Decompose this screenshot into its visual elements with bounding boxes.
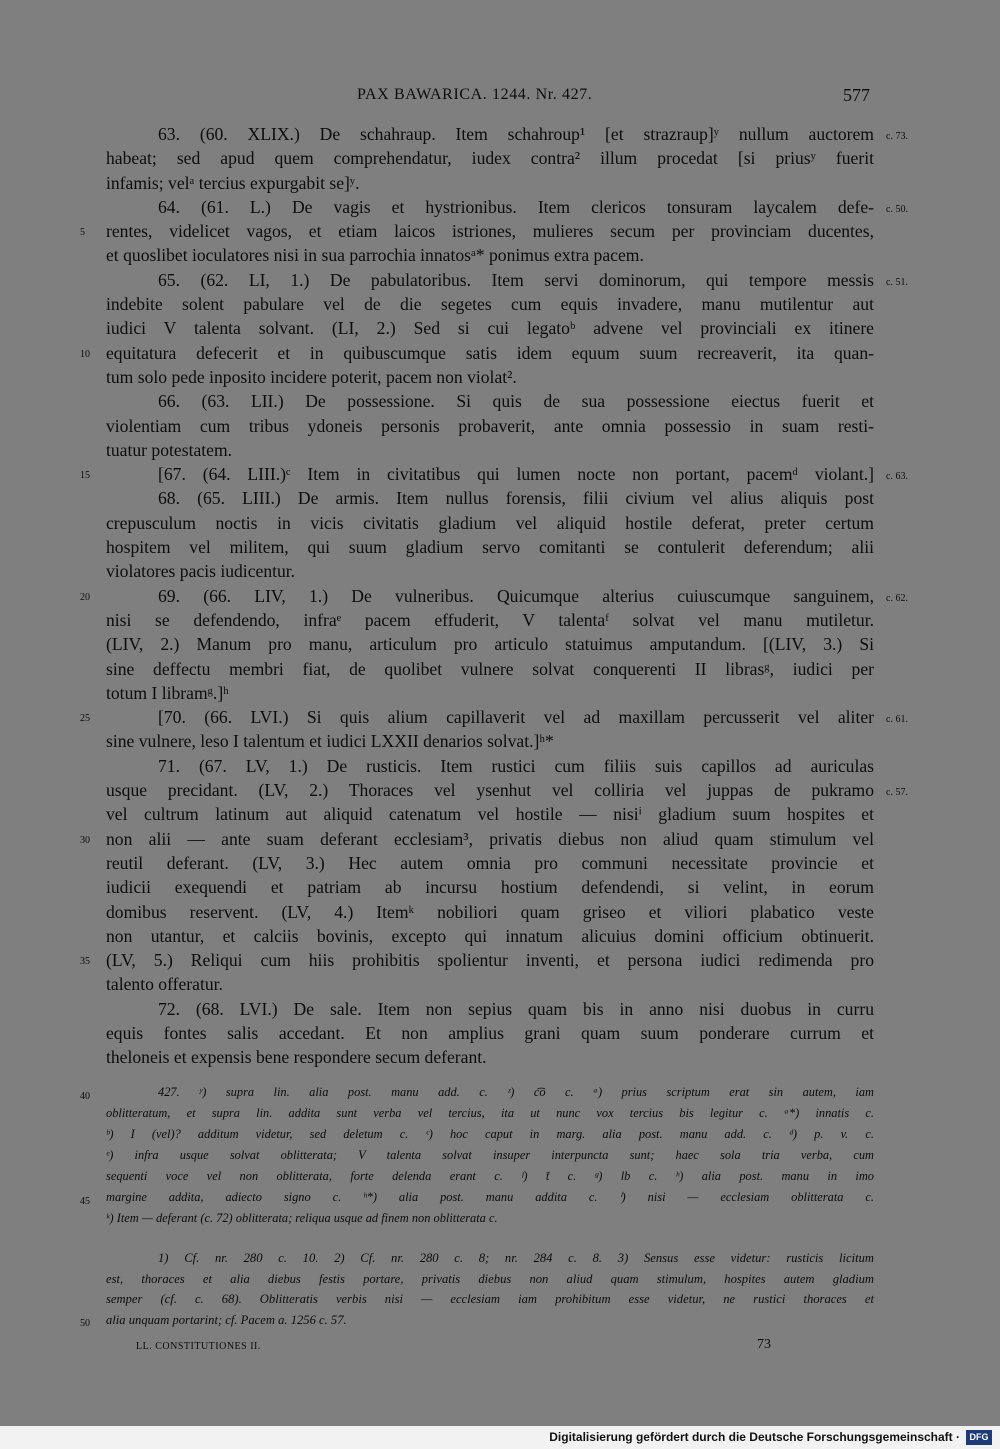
text-line-text: 66. (63. LII.) De possessione. Si quis de sua possessione eiectus fuerit et	[158, 391, 874, 412]
source-line-text: 1) Cf. nr. 280 c. 10. 2) Cf. nr. 280 c. 8; nr. 284 c. 8. 3) Sensus esse videtur: rusticis licitum	[158, 1251, 874, 1265]
text-line-text: (LV, 5.) Reliqui cum hiis prohibitis spolientur inventi, et persona iudici redimenda pro	[106, 950, 874, 971]
text-line-text: 64. (61. L.) De vagis et hystrionibus. Item clericos tonsuram laycalem defe-	[158, 196, 874, 217]
text-line-text: sine deffectu membri fiat, de quolibet vulnere solvat conquerenti II librasᵍ, iudici per	[106, 658, 874, 679]
source-line	[80, 1310, 874, 1331]
text-line-text: sine vulnere, leso I talentum et iudici LXXII denarios solvat.]ʰ*	[106, 731, 554, 752]
note-line	[80, 1082, 874, 1103]
line-number: 50	[80, 1317, 90, 1329]
text-line	[80, 827, 874, 851]
source-line	[106, 1289, 874, 1310]
margin-reference: c. 51.	[886, 276, 908, 288]
text-line	[106, 632, 874, 656]
text-line-text: et quoslibet ioculatores nisi in sua parrochia innatosᵃ* ponimus extra pacem.	[106, 245, 644, 266]
text-line	[106, 243, 874, 267]
funding-notice: Digitalisierung gefördert durch die Deutsche Forschungsgemeinschaft ·	[549, 1430, 960, 1444]
text-line-text: violatores pacis iudicentur.	[106, 561, 296, 582]
text-line-text: violentiam cum tribus ydoneis personis probaverit, ante omnia possessio in suam resti-	[106, 415, 874, 436]
text-line	[106, 535, 874, 559]
text-line	[106, 778, 908, 802]
text-line-text: 69. (66. LIV, 1.) De vulneribus. Quicumque alterius cuiuscumque sanguinem,	[158, 585, 874, 606]
note-line	[106, 1208, 874, 1229]
text-line	[106, 414, 874, 438]
dfg-logo: DFG	[966, 1430, 992, 1445]
text-line	[80, 705, 908, 729]
text-line	[106, 1021, 874, 1045]
text-line-text: tum solo pede inposito incidere poterit, pacem non violat².	[106, 366, 517, 387]
funding-bar	[0, 1426, 1000, 1449]
signature-mark: 73	[757, 1337, 771, 1352]
text-line-text: vel cultrum latinum aut aliquid catenatum vel hostile — nisiⁱ gladium suum hospites et	[106, 804, 874, 825]
margin-reference: c. 61.	[886, 714, 908, 726]
text-line-text: 63. (60. XLIX.) De schahraup. Item schahroup¹ [et strazraup]ʸ nullum auctorem	[158, 124, 874, 144]
text-line	[106, 802, 874, 826]
text-line	[106, 559, 874, 583]
page-header	[0, 86, 1000, 110]
text-line-text: equitatura defecerit et in quibuscumque satis idem equum suum recreaverit, ita quan-	[106, 342, 874, 363]
note-line-text: margine addita, adiecto signo c. ʰ*) alia post. manu addita c. ⁱ) nisi — ecclesiam oblitterata c.	[106, 1190, 874, 1204]
note-line-text: ᵉ) infra usque solvat oblitterata; V talenta solvat insuper interpuncta sunt; haec sola tria verba, cum	[106, 1148, 874, 1162]
source-line-text: semper (cf. c. 68). Oblitteratis verbis nisi — ecclesiam iam prohibitum esse videtur, ne rustici thoraces et	[106, 1292, 874, 1307]
critical-apparatus	[80, 1082, 874, 1229]
text-line	[106, 292, 874, 316]
text-line-text: hospitem vel militem, qui suum gladium servo comitanti se contulerit deferendum; alii	[106, 537, 874, 558]
margin-reference: c. 57.	[886, 787, 908, 799]
text-line-text: talento offeratur.	[106, 974, 223, 995]
margin-reference: c. 73.	[886, 131, 908, 142]
text-line-text: (LIV, 2.) Manum pro manu, articulum pro articulo statuimus amputandum. [(LIV, 3.) Si	[106, 634, 874, 655]
page-number: 577	[843, 85, 870, 105]
text-line-text: [67. (64. LIII.)ᶜ Item in civitatibus qui lumen nocte non portant, pacemᵈ violant.]	[158, 464, 874, 485]
text-line-text: reutil deferant. (LV, 3.) Hec autem omnia pro communi necessitate provincie et	[106, 852, 874, 873]
note-line	[106, 1145, 874, 1166]
text-line	[106, 729, 874, 753]
note-line	[106, 1124, 874, 1145]
text-line	[106, 195, 908, 219]
text-line	[106, 389, 874, 413]
line-number: 5	[80, 227, 85, 239]
main-text	[80, 122, 908, 1070]
note-line	[106, 1103, 874, 1124]
margin-reference: c. 50.	[886, 203, 908, 215]
text-line	[80, 341, 874, 365]
text-line	[106, 438, 874, 462]
text-line-text: infamis; velᵃ tercius expurgabit se]ʸ.	[106, 172, 360, 193]
text-line-text: nisi se defendendo, infraᵉ pacem effuderit, V talentaᶠ solvat vel manu mutiletur.	[106, 609, 874, 630]
source-line-text: est, thoraces et alia diebus festis portare, privatis diebus non aliud quam stimulum, hospites autem gladium	[106, 1271, 874, 1286]
text-line-text: iudici V talenta solvant. (LI, 2.) Sed si cui legatoᵇ advene vel provinciali ex itinere	[106, 318, 874, 339]
note-line-text: oblitteratum, et supra lin. addita sunt verba vel tercius, ita ut nunc vox tercius bis legitur c. ᵃ*) innatis c.	[106, 1106, 874, 1120]
text-line	[106, 900, 874, 924]
text-line	[106, 875, 874, 899]
text-line	[106, 657, 874, 681]
source-line-text: alia unquam portarint; cf. Pacem a. 1256 c. 57.	[106, 1312, 347, 1327]
note-line-text: 427. ʸ) supra lin. alia post. manu add. c. ᶻ) c͡o c. ᵃ) prius scriptum erat sin autem, iam	[158, 1085, 874, 1099]
text-line	[106, 681, 874, 705]
text-line	[80, 584, 908, 608]
text-line	[106, 511, 874, 535]
line-number: 10	[80, 348, 90, 360]
line-number: 15	[80, 470, 90, 482]
source-line	[106, 1269, 874, 1290]
line-number: 25	[80, 713, 90, 725]
text-line	[106, 365, 874, 389]
text-line-text: 71. (67. LV, 1.) De rusticis. Item rustici cum filiis suis capillos ad auriculas	[158, 755, 874, 776]
text-line-text: indebite solent pabulare vel de die segetes cum equis invadere, manu mutilentur aut	[106, 294, 874, 315]
text-line	[106, 122, 908, 146]
text-line	[106, 972, 874, 996]
margin-reference: c. 63.	[886, 471, 908, 483]
note-line-text: ᵏ) Item — deferant (c. 72) oblitterata; reliqua usque ad finem non oblitterata c.	[106, 1211, 498, 1225]
note-line	[80, 1187, 874, 1208]
text-line-text: iudicii exequendi et patriam ab incursu hostium defendendi, si velint, in eorum	[106, 877, 874, 898]
line-number: 20	[80, 591, 90, 603]
text-line-text: 65. (62. LI, 1.) De pabulatoribus. Item servi dominorum, qui tempore messis	[158, 269, 874, 290]
text-line	[106, 924, 874, 948]
text-line	[106, 171, 874, 195]
note-line-text: ᵇ) I (vel)? additum videtur, sed deletum c. ᶜ) hoc caput in marg. alia post. manu add. c. ᵈ) p. v. c.	[106, 1127, 874, 1141]
text-line	[80, 219, 874, 243]
source-line	[106, 1248, 874, 1269]
text-line-text: 68. (65. LIII.) De armis. Item nullus forensis, filii civium vel alius aliquis post	[158, 488, 874, 509]
text-line	[80, 948, 874, 972]
text-line-text: habeat; sed apud quem comprehendatur, iudex contra² illum procedat [si priusʸ fuerit	[106, 148, 874, 169]
margin-reference: c. 62.	[886, 592, 908, 604]
text-line-text: equis fontes salis accedant. Et non amplius grani quam suum ponderare currum et	[106, 1022, 874, 1043]
text-line-text: 72. (68. LVI.) De sale. Item non sepius quam bis in anno nisi duobus in curru	[158, 998, 874, 1019]
text-line-text: rentes, videlicet vagos, et etiam laicos istriones, mulieres secum per provinciam ducentes,	[106, 221, 874, 242]
text-line-text: totum I libramᵍ.]ʰ	[106, 682, 229, 703]
text-line-text: tuatur potestatem.	[106, 439, 233, 460]
text-line-text: domibus reservent. (LV, 4.) Itemᵏ nobiliori quam griseo et viliori plabatico veste	[106, 901, 874, 922]
text-line-text: theloneis et expensis bene respondere secum deferant.	[106, 1047, 487, 1068]
line-number: 35	[80, 956, 90, 968]
text-line	[80, 462, 908, 486]
series-title: LL. CONSTITUTIONES II.	[136, 1341, 261, 1352]
text-line	[106, 1045, 874, 1069]
text-line	[106, 486, 874, 510]
running-title: PAX BAWARICA. 1244. Nr. 427.	[357, 86, 593, 103]
note-line-text: sequenti voce vel non oblitterata, forte delenda erant c. ᶠ) t̄ c. ᵍ) lb c. ʰ) alia post. manu in imo	[106, 1169, 874, 1183]
line-number: 30	[80, 834, 90, 846]
line-number: 40	[80, 1091, 90, 1102]
source-notes	[80, 1248, 874, 1330]
text-line-text: non utantur, et calciis bovinis, excepto qui innatum alicuius domini officium obtinuerit.	[106, 925, 874, 946]
text-line	[106, 851, 874, 875]
text-line-text: crepusculum noctis in vicis civitatis gladium vel aliquid hostile deferat, preter certum	[106, 512, 874, 533]
text-line-text: non alii — ante suam deferant ecclesiam³, privatis diebus non aliud quam stimulum vel	[106, 828, 874, 849]
text-line	[106, 146, 874, 170]
line-number: 45	[80, 1196, 90, 1207]
text-line	[106, 268, 908, 292]
text-line	[106, 754, 874, 778]
text-line-text: [70. (66. LVI.) Si quis alium capillaverit vel ad maxillam percusserit vel aliter	[158, 707, 874, 728]
text-line	[106, 997, 874, 1021]
text-line-text: usque precidant. (LV, 2.) Thoraces vel ysenhut vel colliria vel juppas de pukramo	[106, 780, 874, 801]
text-line	[106, 316, 874, 340]
text-line	[106, 608, 874, 632]
note-line	[106, 1166, 874, 1187]
